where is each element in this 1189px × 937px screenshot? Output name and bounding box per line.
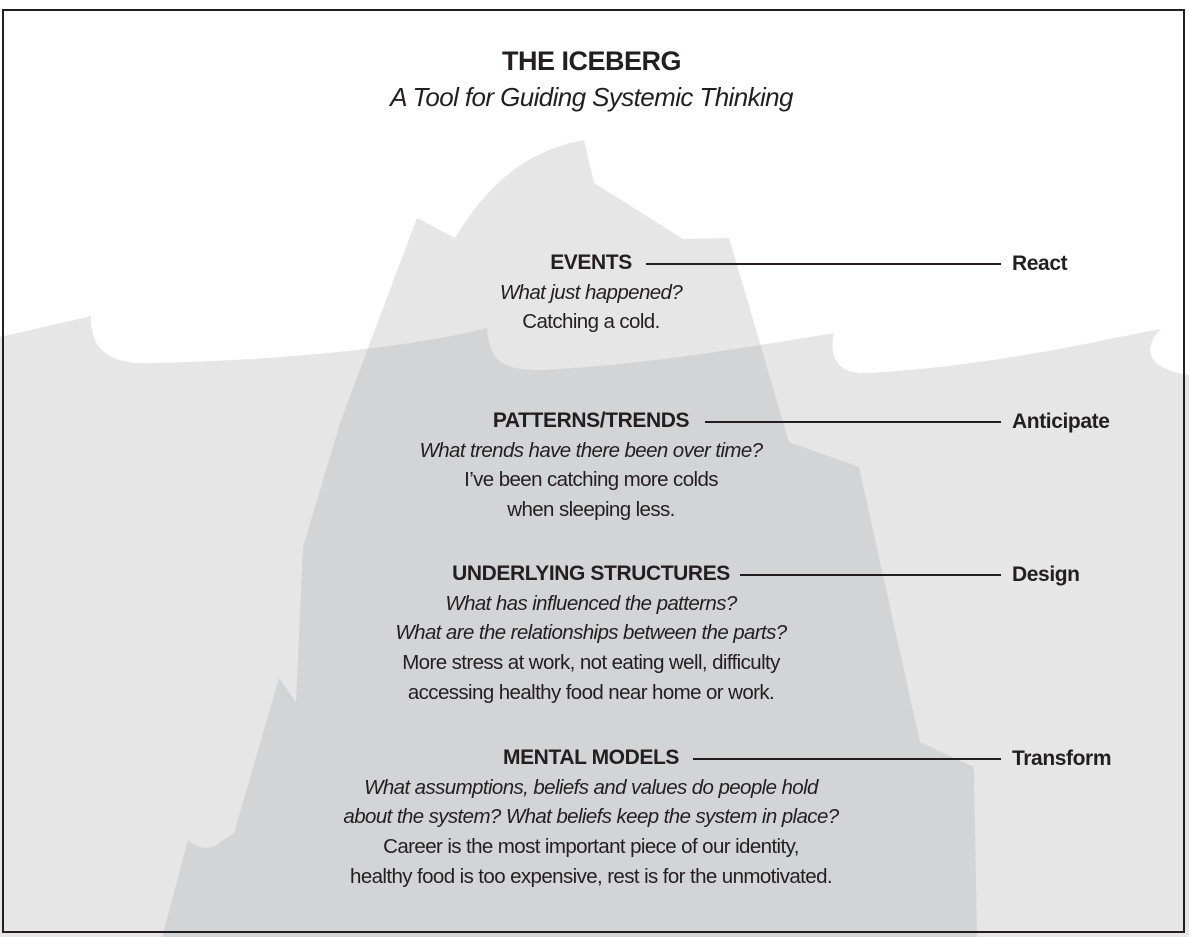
diagram-subtitle: A Tool for Guiding Systemic Thinking	[390, 82, 793, 112]
level-heading: MENTAL MODELS	[502, 746, 680, 769]
action-anticipate: Anticipate	[1012, 410, 1110, 433]
level-events	[191, 248, 991, 337]
connector-line	[740, 574, 1001, 576]
level-example: Career is the most important piece of our identity,	[383, 835, 799, 859]
level-question: about the system? What beliefs keep the system in place?	[343, 805, 839, 829]
level-question: What are the relationships between the parts?	[395, 621, 787, 645]
connector-line	[693, 758, 1001, 760]
level-question: What assumptions, beliefs and values do people hold	[364, 775, 818, 799]
action-react: React	[1012, 252, 1068, 275]
level-heading: EVENTS	[550, 251, 632, 274]
level-question: What has influenced the patterns?	[445, 591, 737, 615]
level-example: Catching a cold.	[522, 310, 660, 334]
level-patterns	[191, 406, 991, 525]
action-transform: Transform	[1012, 747, 1112, 770]
level-structures	[191, 559, 991, 708]
level-example: accessing healthy food near home or work.	[407, 680, 775, 704]
level-heading: PATTERNS/TRENDS	[492, 409, 690, 432]
level-question: What just happened?	[499, 280, 683, 304]
level-mental-models	[191, 743, 991, 892]
action-design: Design	[1012, 563, 1080, 586]
level-example: More stress at work, not eating well, difficulty	[402, 651, 780, 675]
level-example: I’ve been catching more colds	[464, 468, 718, 492]
level-example: healthy food is too expensive, rest is for the unmotivated.	[350, 864, 832, 888]
level-heading: UNDERLYING STRUCTURES	[452, 562, 730, 585]
connector-line	[705, 421, 1001, 423]
level-example: when sleeping less.	[507, 498, 675, 522]
level-question: What trends have there been over time?	[419, 438, 763, 462]
connector-line	[646, 263, 1001, 265]
diagram-title: THE ICEBERG	[501, 46, 682, 76]
